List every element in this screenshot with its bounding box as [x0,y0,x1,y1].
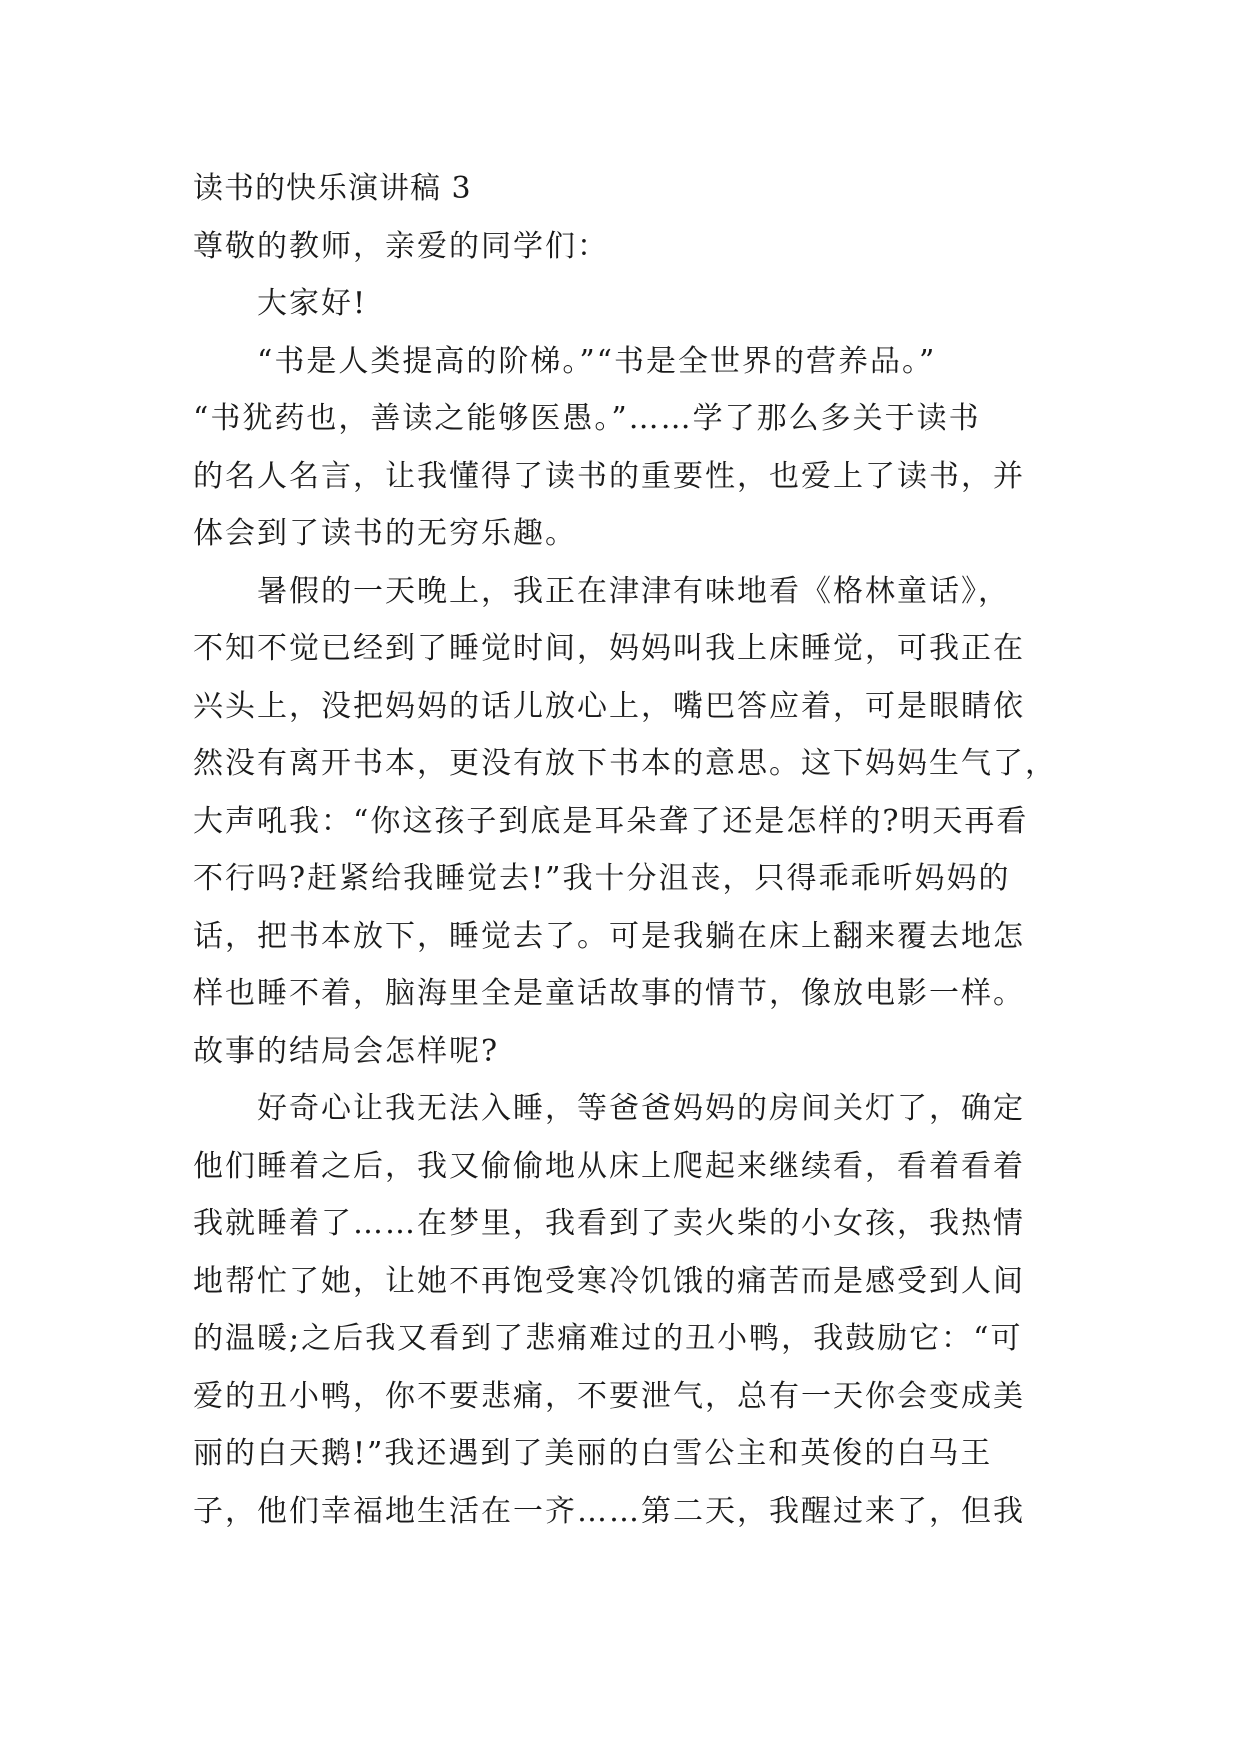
paragraph-line: 样也睡不着，脑海里全是童话故事的情节，像放电影一样。 [193,976,1025,1011]
paragraph-line: “书犹药也，善读之能够医愚。”……学了那么多关于读书 [193,401,981,436]
paragraph-line: 暑假的一天晚上，我正在津津有味地看《格林童话》， [257,573,1010,609]
paragraph-line: 子，他们幸福地生活在一齐……第二天，我醒过来了，但我 [193,1493,1025,1529]
paragraph-line: 的名人名言，让我懂得了读书的重要性，也爱上了读书，并 [193,458,1025,494]
paragraph-line: 我就睡着了……在梦里，我看到了卖火柴的小女孩，我热情 [193,1206,1025,1241]
paragraph-line: 大声吼我：“你这孩子到底是耳朵聋了还是怎样的?明天再看 [193,803,1029,839]
document-page [193,160,1057,1540]
greeting: 大家好! [257,286,368,321]
paragraph-line: 兴头上，没把妈妈的话儿放心上，嘴巴答应着，可是眼睛依 [193,688,1025,724]
paragraph-1 [193,333,1053,563]
paragraph-line: 不知不觉已经到了睡觉时间，妈妈叫我上床睡觉，可我正在 [193,631,1025,666]
paragraph-line: 爱的丑小鸭，你不要悲痛，不要泄气，总有一天你会变成美 [193,1378,1025,1414]
paragraph-line: 好奇心让我无法入睡，等爸爸妈妈的房间关灯了，确定 [257,1091,1025,1126]
salutation: 尊敬的教师，亲爱的同学们： [193,228,609,264]
paragraph-line: 他们睡着之后，我又偷偷地从床上爬起来继续看，看着看着 [193,1148,1025,1184]
paragraph-line: 然没有离开书本，更没有放下书本的意思。这下妈妈生气了， [193,746,1057,781]
paragraph-3 [193,1080,1053,1540]
document-title: 读书的快乐演讲稿 3 [193,171,472,206]
paragraph-line: 丽的白天鹅!”我还遇到了美丽的白雪公主和英俊的白马王 [193,1436,993,1471]
paragraph-line: 不行吗?赶紧给我睡觉去!”我十分沮丧，只得乖乖听妈妈的 [193,861,1011,896]
paragraph-line: 地帮忙了她，让她不再饱受寒冷饥饿的痛苦而是感受到人间 [193,1263,1025,1299]
paragraph-line: “书是人类提高的阶梯。”“书是全世界的营养品。” [257,343,937,379]
paragraph-line: 体会到了读书的无穷乐趣。 [193,516,577,551]
paragraph-line: 故事的结局会怎样呢? [193,1033,500,1069]
paragraph-line: 的温暖;之后我又看到了悲痛难过的丑小鸭，我鼓励它：“可 [193,1321,1023,1356]
paragraph-line: 话，把书本放下，睡觉去了。可是我躺在床上翻来覆去地怎 [193,918,1025,954]
paragraph-2 [193,563,1057,1081]
